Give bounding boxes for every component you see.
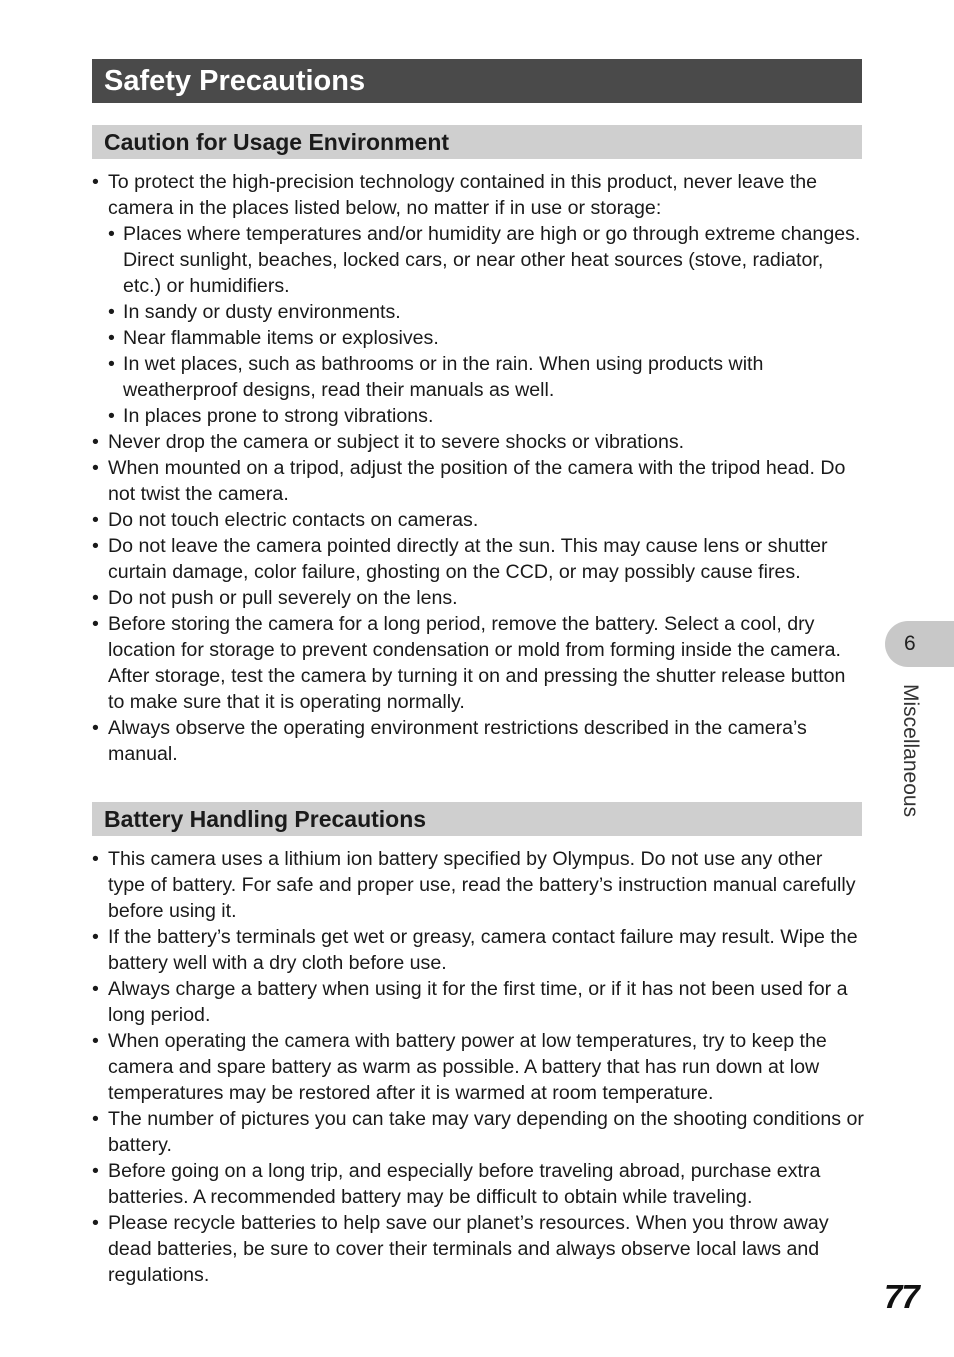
- list-item: • Always observe the operating environment restrictions described in the camera’s manual.: [92, 715, 864, 767]
- list-item: • Never drop the camera or subject it to severe shocks or vibrations.: [92, 429, 864, 455]
- section-header-battery-handling: [92, 802, 862, 836]
- list-item: • This camera uses a lithium ion battery specified by Olympus. Do not use any other type of battery. For safe and proper use, read the battery’s instruction manual carefully before using it.: [92, 846, 864, 924]
- battery-handling-list: [92, 846, 864, 1288]
- section-header-usage-environment: [92, 125, 862, 159]
- section-heading: Caution for Usage Environment: [104, 129, 450, 155]
- page-title: Safety Precautions: [104, 65, 366, 97]
- list-item: • Do not touch electric contacts on cameras.: [92, 507, 864, 533]
- page-title-bar: [92, 59, 862, 103]
- list-item: • Do not leave the camera pointed directly at the sun. This may cause lens or shutter curtain damage, color failure, ghosting on the CCD, or may possibly cause fires.: [92, 533, 864, 585]
- chapter-label: Miscellaneous: [899, 684, 922, 818]
- chapter-number: 6: [904, 632, 916, 655]
- sub-list-item: • In wet places, such as bathrooms or in the rain. When using products with weatherproof designs, read their manuals as well.: [108, 351, 864, 403]
- list-item: • Before going on a long trip, and especially before traveling abroad, purchase extra batteries. A recommended battery may be difficult to obtain while traveling.: [92, 1158, 864, 1210]
- list-item-text: To protect the high-precision technology contained in this product, never leave the camera in the places listed below, no matter if in use or storage:: [108, 171, 818, 219]
- usage-environment-list: [92, 169, 864, 767]
- section-heading: Battery Handling Precautions: [104, 806, 427, 832]
- sub-list-item: • Near flammable items or explosives.: [108, 325, 864, 351]
- sub-list: [108, 221, 864, 429]
- sub-list-item: • In sandy or dusty environments.: [108, 299, 864, 325]
- list-item: • When operating the camera with battery power at low temperatures, try to keep the camera and spare battery as warm as possible. A battery that has run down at low temperatures may be restored after it is warmed at room temperature.: [92, 1028, 864, 1106]
- page-number: 77: [884, 1278, 919, 1315]
- sub-list-item: • In places prone to strong vibrations.: [108, 403, 864, 429]
- list-item: [92, 169, 864, 429]
- sub-list-item: • Places where temperatures and/or humidity are high or go through extreme changes. Direct sunlight, beaches, locked cars, or near other heat sources (stove, radiator, etc.) or humidifiers.: [108, 221, 864, 299]
- chapter-tab: [885, 621, 954, 667]
- list-item: • Always charge a battery when using it for the first time, or if it has not been used for a long period.: [92, 976, 864, 1028]
- list-item: • The number of pictures you can take may vary depending on the shooting conditions or battery.: [92, 1106, 864, 1158]
- list-item: • Do not push or pull severely on the lens.: [92, 585, 864, 611]
- list-item: • Please recycle batteries to help save our planet’s resources. When you throw away dead batteries, be sure to cover their terminals and always observe local laws and regulations.: [92, 1210, 864, 1288]
- list-item: • If the battery’s terminals get wet or greasy, camera contact failure may result. Wipe the battery well with a dry cloth before use.: [92, 924, 864, 976]
- list-item: • When mounted on a tripod, adjust the position of the camera with the tripod head. Do not twist the camera.: [92, 455, 864, 507]
- list-item: • Before storing the camera for a long period, remove the battery. Select a cool, dry location for storage to prevent condensation or mold from forming inside the camera. After storage, test the camera by turning it on and pressing the shutter release button to make sure that it is operating normally.: [92, 611, 864, 715]
